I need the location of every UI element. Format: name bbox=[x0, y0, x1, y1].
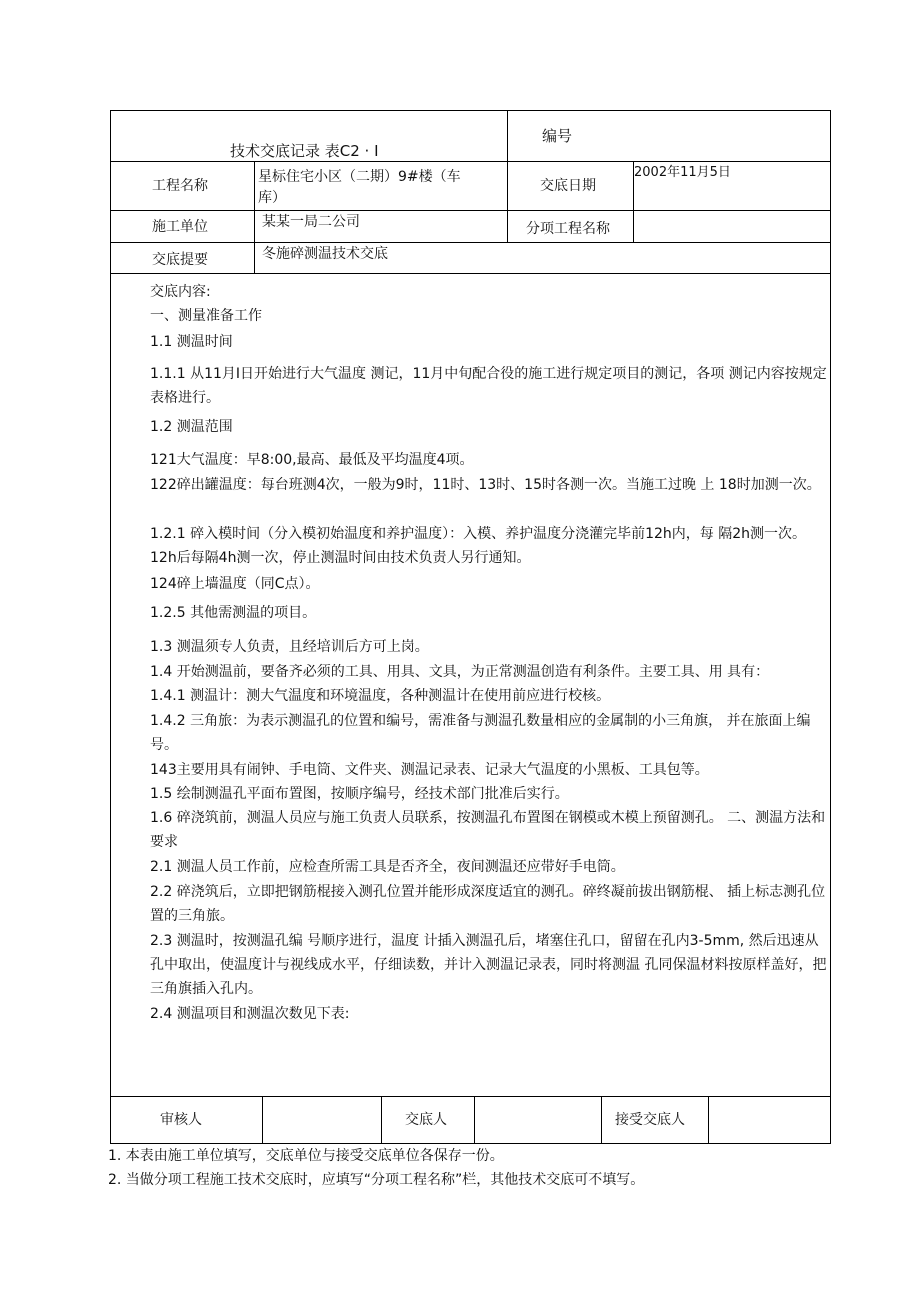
content-1-2: 1.2 测温范围 bbox=[150, 419, 233, 435]
content-2-4: 2.4 测温项目和测温次数见下表: bbox=[150, 1006, 350, 1022]
col-divider-label bbox=[254, 161, 255, 273]
content-1-2-2-tank: 122碎出罐温度：每台班测4次，一般为9时，11时、13时、15时各测一次。当施工过晚 上 18时加测一次。 bbox=[150, 477, 821, 493]
summary-label: 交底提要 bbox=[152, 252, 208, 268]
reviewer-label: 审核人 bbox=[160, 1112, 202, 1128]
divider-project bbox=[110, 210, 831, 211]
footnote-2: 2. 当做分项工程施工技术交底时，应填写“分项工程名称”栏，其他技术交底可不填写。 bbox=[108, 1172, 645, 1188]
sig-divider-1 bbox=[262, 1096, 263, 1144]
project-name-line1: 星标住宅小区（二期）9#楼（车 bbox=[258, 169, 461, 185]
sub-project-label: 分项工程名称 bbox=[526, 221, 610, 237]
number-label: 编号 bbox=[542, 127, 573, 145]
date-label: 交底日期 bbox=[540, 178, 596, 194]
footnote-1: 1. 本表由施工单位填写，交底单位与接受交底单位各保存一份。 bbox=[108, 1148, 504, 1164]
sig-divider-3 bbox=[474, 1096, 475, 1144]
divider-summary bbox=[110, 273, 831, 274]
content-1-1-1: 1.1.1 从11月I日开始进行大气温度 测记，11月中旬配合役的施工进行规定项目的测记，各项 测记内容按规定表格进行。 bbox=[150, 366, 827, 406]
content-1-4: 1.4 开始测温前，要备齐必须的工具、用具、文具，为正常测温创造有利条件。主要工具、用 具有： bbox=[150, 664, 770, 680]
content-1-4-3: 143主要用具有闹钟、手电筒、文件夹、测温记录表、记录大气温度的小黑板、工具包等。 bbox=[150, 762, 709, 778]
divider-header bbox=[110, 161, 831, 162]
col-divider-mid bbox=[507, 110, 508, 242]
project-name-line2: 库） bbox=[258, 190, 286, 206]
content-2-1: 2.1 测温人员工作前，应检查所需工具是否齐全，夜间测温还应带好手电筒。 bbox=[150, 859, 625, 875]
content-1-2-1-mold: 1.2.1 碎入模时间（分入模初始温度和养护温度）：入模、养护温度分浇灌完毕前12h内，每 隔2h测一次。12h后每隔4h测一次，停止测温时间由技术负责人另行通知。 bbox=[150, 526, 806, 566]
content-1-2-4: 124碎上墙温度（同C点）。 bbox=[150, 576, 320, 592]
content-1-1: 1.1 测温时间 bbox=[150, 334, 233, 350]
content-2-2: 2.2 碎浇筑后，立即把钢筋棍接入测孔位置并能形成深度适宜的测孔。碎终凝前拔出钢筋棍、 插上标志测孔位置的三角旅。 bbox=[150, 884, 826, 924]
content-1-4-2: 1.4.2 三角旅：为表示测温孔的位置和编号，需准备与测温孔数量相应的金属制的小三角旗， 并在旅面上编号。 bbox=[150, 713, 811, 753]
sig-divider-5 bbox=[708, 1096, 709, 1144]
project-name-label: 工程名称 bbox=[152, 178, 208, 194]
summary-value: 冬施碎测温技术交底 bbox=[262, 246, 388, 262]
divider-content bbox=[110, 1096, 831, 1097]
content-1-5: 1.5 绘制测温孔平面布置图，按顺序编号，经技术部门批准后实行。 bbox=[150, 786, 569, 802]
content-1-2-1-air: 121大气温度：早8:00,最高、最低及平均温度4项。 bbox=[150, 452, 474, 468]
contractor-label: 施工单位 bbox=[152, 219, 208, 235]
contractor-value: 某某一局二公司 bbox=[262, 214, 360, 230]
sig-divider-2 bbox=[381, 1096, 382, 1144]
content-section-1: 一、测量准备工作 bbox=[150, 308, 262, 324]
content-1-3: 1.3 测温须专人负责，且经培训后方可上岗。 bbox=[150, 639, 429, 655]
receiver-label: 接受交底人 bbox=[615, 1112, 685, 1128]
content-1-2-5: 1.2.5 其他需测温的项目。 bbox=[150, 605, 317, 621]
date-value: 2002年11月5日 bbox=[634, 165, 731, 180]
sig-divider-4 bbox=[601, 1096, 602, 1144]
content-1-6: 1.6 碎浇筑前，测温人员应与施工负责人员联系，按测温孔布置图在钢模或木模上预留测孔。 二、测温方法和要求 bbox=[150, 810, 826, 850]
divider-contractor bbox=[110, 242, 831, 243]
content-1-4-1: 1.4.1 测温计：测大气温度和环境温度，各种测温计在使用前应进行校核。 bbox=[150, 688, 611, 704]
content-heading: 交底内容: bbox=[150, 284, 211, 300]
discloser-label: 交底人 bbox=[405, 1112, 447, 1128]
content-2-3: 2.3 测温时，按测温孔编 号顺序进行，温度 计插入测温孔后，堵塞住孔口，留留在孔内3-5mm, 然后迅速从孔中取出，使温度计与视线成水平，仔细读数，并计入测温记录表，同时将测温 孔同保温材料按原样盖好，把三角旗插入孔内。 bbox=[150, 933, 827, 997]
form-title: 技术交底记录 表C2 · I bbox=[230, 142, 379, 160]
